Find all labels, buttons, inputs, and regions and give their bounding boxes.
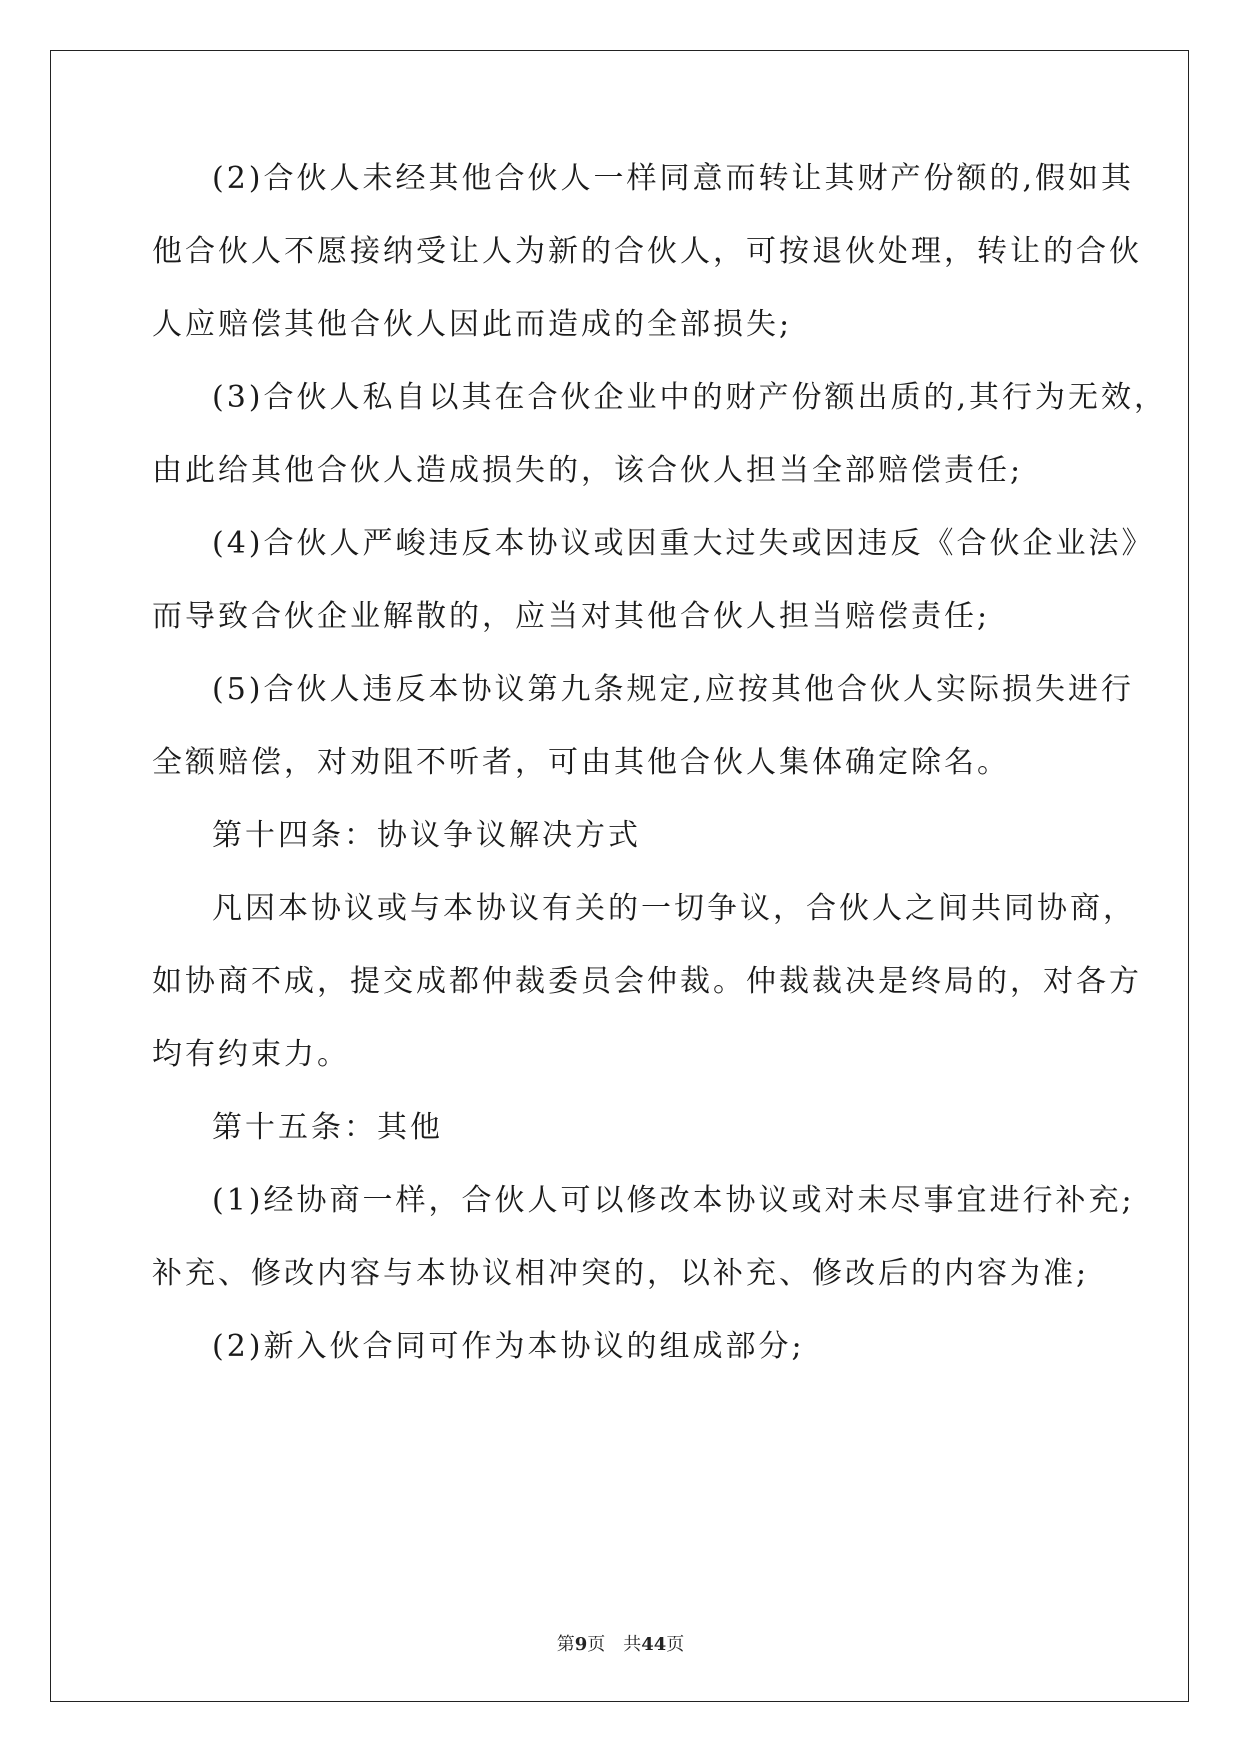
paragraph-line: 人应赔偿其他合伙人因此而造成的全部损失; <box>152 307 793 342</box>
paragraph-line: 如协商不成，提交成都仲裁委员会仲裁。仲裁裁决是终局的，对各方 <box>152 964 1142 999</box>
paragraph-line: 凡因本协议或与本协议有关的一切争议，合伙人之间共同协商， <box>212 891 1136 926</box>
paragraph-line: (2)新入伙合同可作为本协议的组成部分; <box>212 1329 805 1364</box>
section-heading: 第十四条：协议争议解决方式 <box>212 818 641 853</box>
footer-prefix: 第 <box>556 1634 575 1655</box>
paragraph-line: 均有约束力。 <box>152 1037 350 1072</box>
footer-suffix: 页 <box>666 1634 685 1655</box>
page-border <box>50 50 1189 1702</box>
paragraph-line: (4)合伙人严峻违反本协议或因重大过失或因违反《合伙企业法》 <box>212 526 1155 561</box>
footer-mid: 页 共 <box>587 1634 642 1655</box>
paragraph-line: 由此给其他合伙人造成损失的，该合伙人担当全部赔偿责任; <box>152 453 1024 488</box>
paragraph-line: (5)合伙人违反本协议第九条规定,应按其他合伙人实际损失进行 <box>212 672 1135 707</box>
paragraph-line: (1)经协商一样，合伙人可以修改本协议或对未尽事宜进行补充; <box>212 1183 1135 1218</box>
paragraph-line: 他合伙人不愿接纳受让人为新的合伙人，可按退伙处理，转让的合伙 <box>152 234 1142 269</box>
paragraph-line: 全额赔偿，对劝阻不听者，可由其他合伙人集体确定除名。 <box>152 745 1010 780</box>
paragraph-line: 补充、修改内容与本协议相冲突的，以补充、修改后的内容为准; <box>152 1256 1090 1291</box>
section-heading: 第十五条：其他 <box>212 1110 443 1145</box>
paragraph-line: (3)合伙人私自以其在合伙企业中的财产份额出质的,其行为无效， <box>212 380 1168 415</box>
paragraph-line: (2)合伙人未经其他合伙人一样同意而转让其财产份额的,假如其 <box>212 161 1135 196</box>
total-page-count: 44 <box>641 1634 667 1655</box>
paragraph-line: 而导致合伙企业解散的，应当对其他合伙人担当赔偿责任; <box>152 599 991 634</box>
current-page-number: 9 <box>574 1634 588 1655</box>
page-footer <box>0 1630 1241 1656</box>
